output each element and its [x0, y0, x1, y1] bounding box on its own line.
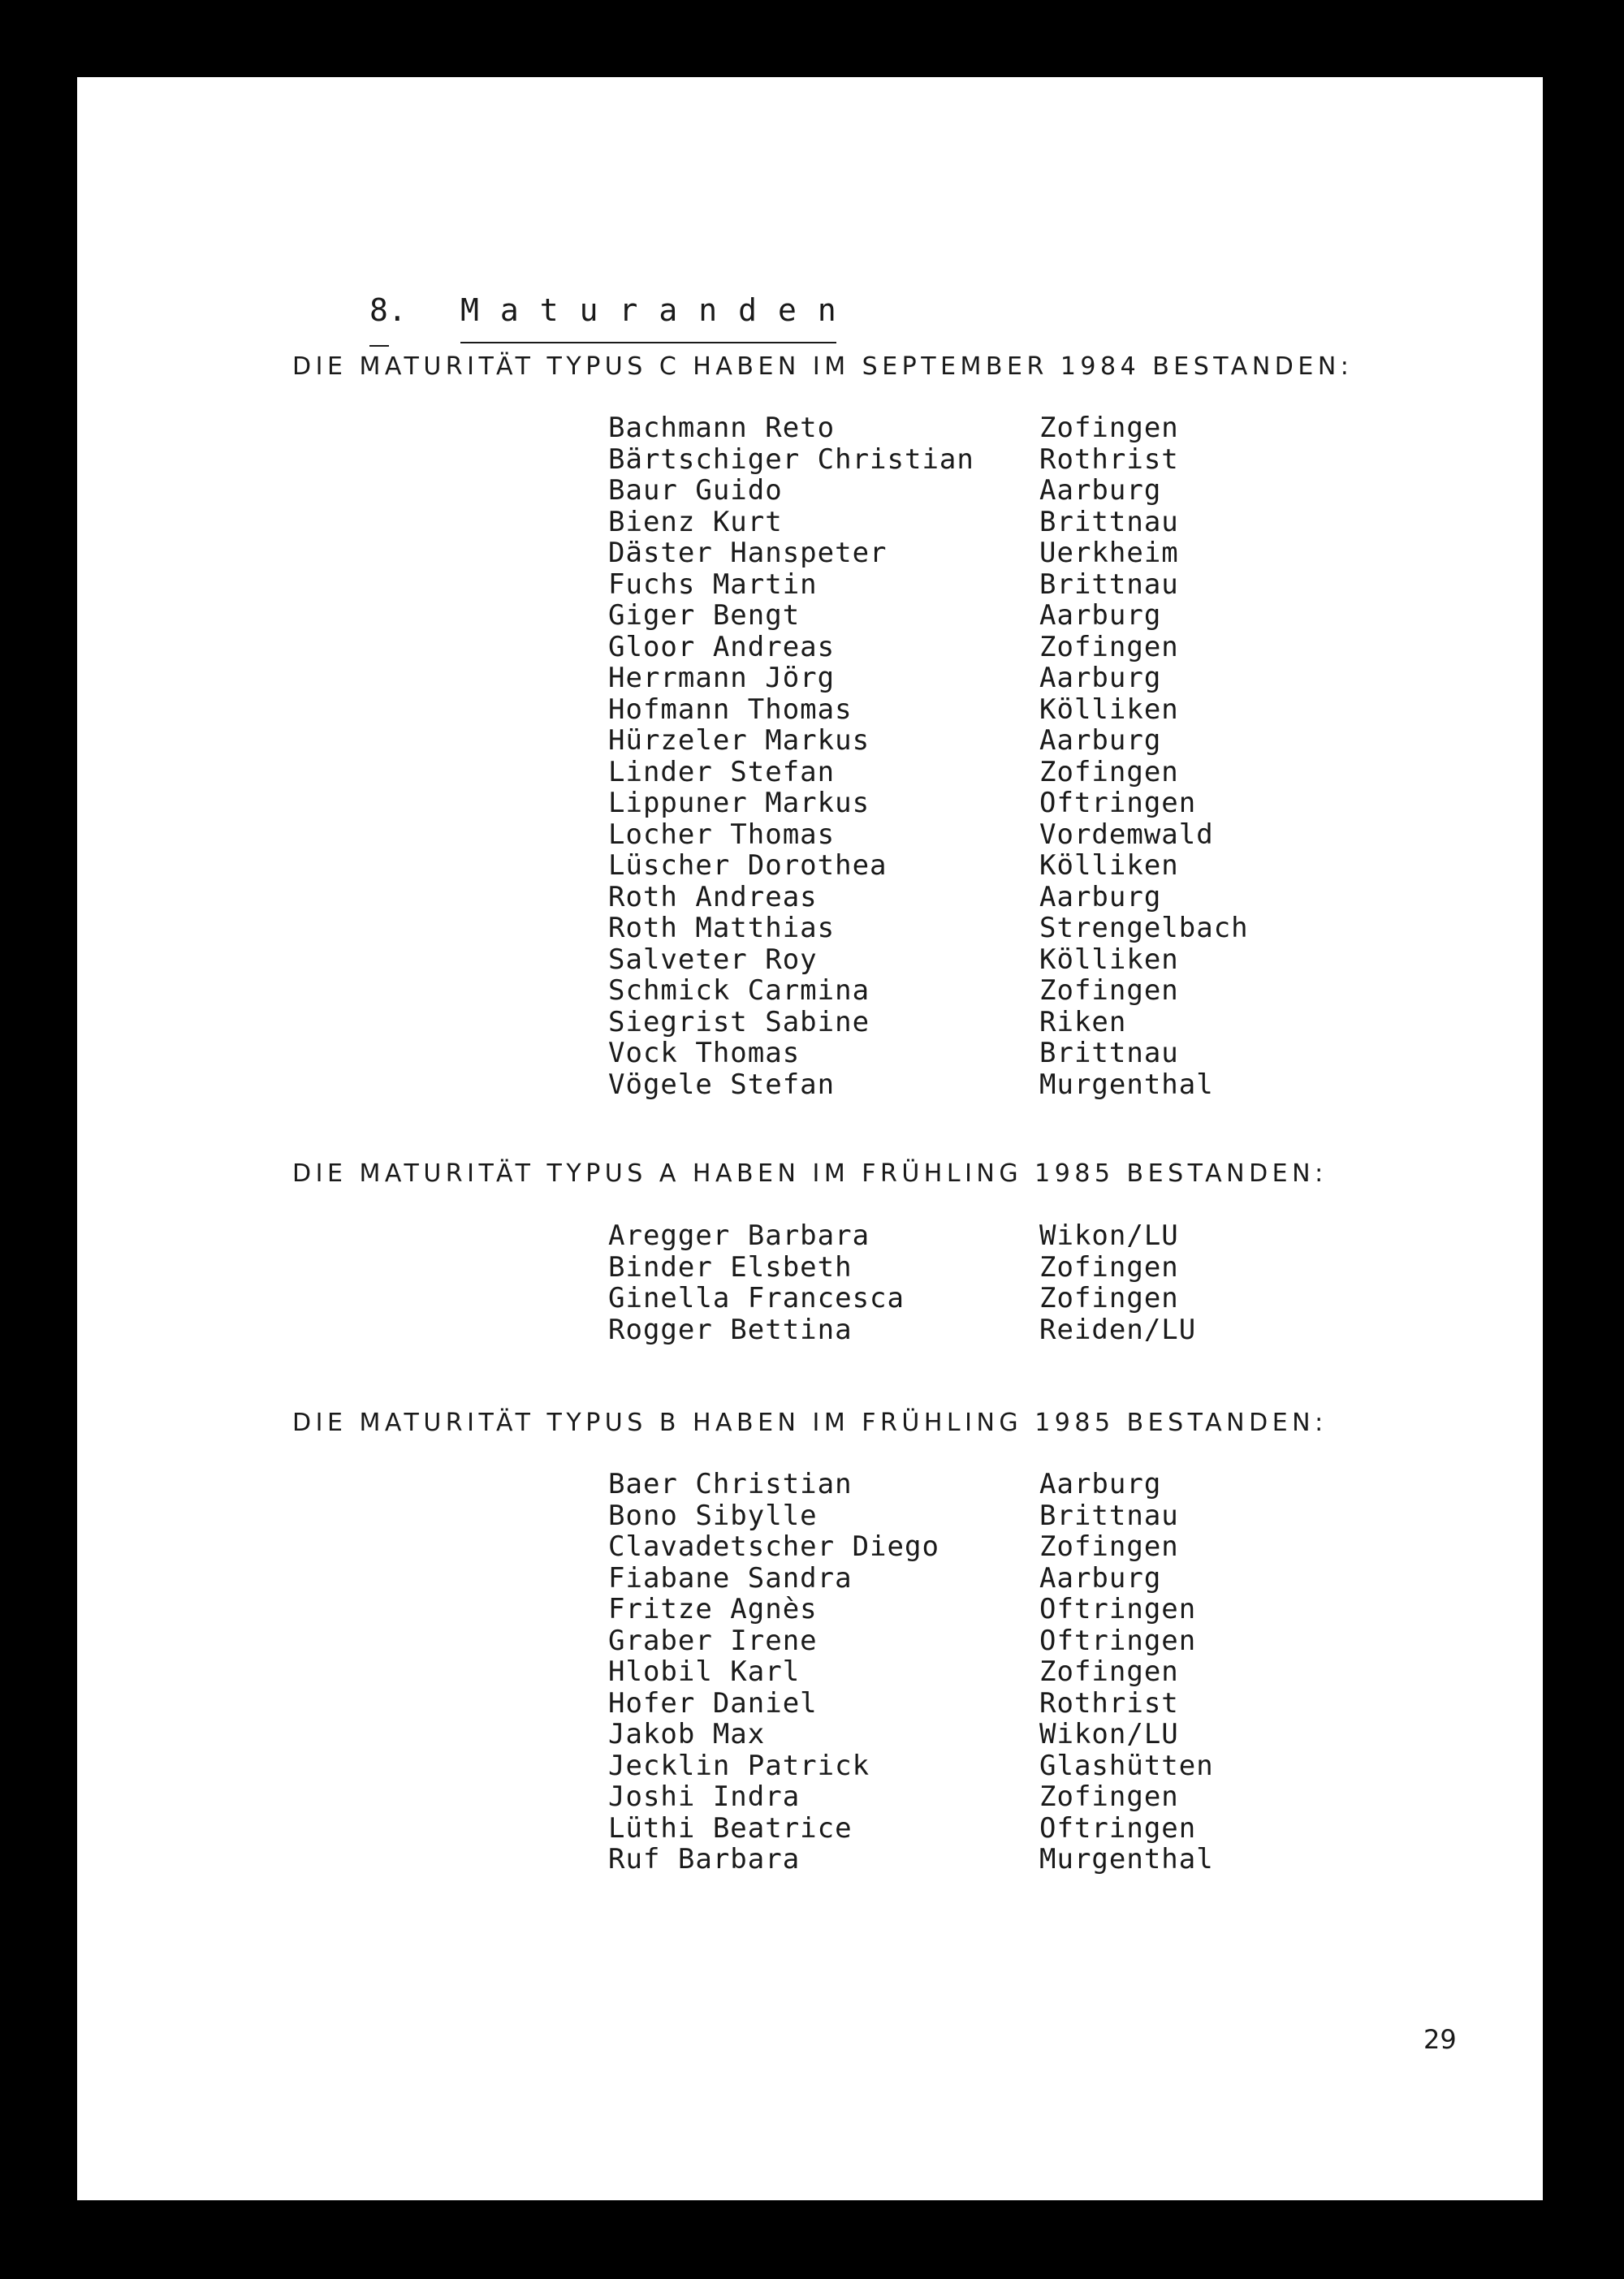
student-place: Uerkheim — [1039, 537, 1179, 569]
student-place: Zofingen — [1039, 630, 1179, 663]
student-place: Aarburg — [1039, 662, 1162, 694]
student-place: Wikon/LU — [1039, 1219, 1179, 1252]
student-name: Fuchs Martin — [608, 568, 818, 601]
student-name: Hürzeler Markus — [608, 724, 870, 757]
student-place: Aarburg — [1039, 474, 1162, 507]
student-place: Aarburg — [1039, 599, 1162, 632]
student-place: Zofingen — [1039, 974, 1179, 1007]
student-name: Bachmann Reto — [608, 412, 836, 444]
student-name: Clavadetscher Diego — [608, 1530, 939, 1563]
student-place: Zofingen — [1039, 1282, 1179, 1314]
student-name: Roth Matthias — [608, 912, 836, 944]
student-name: Däster Hanspeter — [608, 537, 888, 569]
student-name: Hofmann Thomas — [608, 693, 853, 726]
student-name: Roth Andreas — [608, 880, 818, 913]
student-name: Schmick Carmina — [608, 974, 870, 1007]
chapter-number: 8. — [369, 295, 460, 326]
student-place: Aarburg — [1039, 880, 1162, 913]
student-name: Locher Thomas — [608, 818, 836, 851]
student-place: Zofingen — [1039, 1780, 1179, 1813]
document-page — [77, 77, 1543, 2200]
student-name: Aregger Barbara — [608, 1219, 870, 1252]
student-name: Ginella Francesca — [608, 1282, 905, 1314]
student-place: Wikon/LU — [1039, 1718, 1179, 1750]
student-place: Brittnau — [1039, 1037, 1179, 1069]
student-place: Aarburg — [1039, 1468, 1162, 1500]
section-title-typus-b: DIE MATURITÄT TYPUS B HABEN IM FRÜHLING 1985 BESTANDEN: — [292, 1409, 1328, 1437]
student-place: Oftringen — [1039, 787, 1197, 819]
student-place: Vordemwald — [1039, 818, 1214, 851]
student-place: Oftringen — [1039, 1624, 1197, 1657]
student-place: Aarburg — [1039, 1561, 1162, 1595]
student-name: Jecklin Patrick — [608, 1749, 870, 1782]
student-place: Zofingen — [1039, 1655, 1179, 1688]
student-place: Kölliken — [1039, 693, 1179, 726]
student-place: Glashütten — [1039, 1749, 1214, 1782]
student-place: Murgenthal — [1039, 1843, 1214, 1875]
student-name: Bienz Kurt — [608, 505, 783, 538]
student-place: Rothrist — [1039, 442, 1179, 476]
page-number: 29 — [1423, 2024, 1457, 2055]
student-place: Kölliken — [1039, 849, 1179, 882]
student-place: Zofingen — [1039, 412, 1179, 444]
student-name: Siegrist Sabine — [608, 1005, 870, 1038]
student-name: Baur Guido — [608, 474, 783, 507]
student-place: Aarburg — [1039, 724, 1162, 757]
student-name: Bärtschiger Christian — [608, 442, 974, 476]
student-name: Hofer Daniel — [608, 1686, 818, 1720]
student-name: Jakob Max — [608, 1718, 766, 1750]
student-name: Fritze Agnès — [608, 1593, 818, 1625]
student-place: Reiden/LU — [1039, 1313, 1197, 1346]
student-place: Zofingen — [1039, 1250, 1179, 1284]
student-name: Binder Elsbeth — [608, 1250, 853, 1284]
student-place: Zofingen — [1039, 755, 1179, 788]
student-name: Lüthi Beatrice — [608, 1811, 853, 1845]
student-place: Strengelbach — [1039, 912, 1249, 944]
chapter-title: Maturanden — [460, 292, 857, 328]
student-name: Baer Christian — [608, 1468, 853, 1500]
student-place: Murgenthal — [1039, 1068, 1214, 1101]
chapter-heading — [369, 292, 857, 328]
student-name: Gloor Andreas — [608, 630, 836, 663]
student-name: Ruf Barbara — [608, 1843, 801, 1875]
student-place: Kölliken — [1039, 943, 1179, 976]
student-name: Herrmann Jörg — [608, 662, 836, 694]
student-place: Riken — [1039, 1005, 1127, 1038]
student-name: Joshi Indra — [608, 1780, 801, 1813]
student-place: Zofingen — [1039, 1530, 1179, 1563]
student-name: Linder Stefan — [608, 755, 836, 788]
student-name: Lüscher Dorothea — [608, 849, 888, 882]
student-name: Vögele Stefan — [608, 1068, 836, 1101]
student-place: Oftringen — [1039, 1593, 1197, 1625]
student-name: Giger Bengt — [608, 599, 801, 632]
section-title-typus-a: DIE MATURITÄT TYPUS A HABEN IM FRÜHLING 1985 BESTANDEN: — [292, 1159, 1328, 1188]
student-place: Oftringen — [1039, 1811, 1197, 1845]
student-name: Graber Irene — [608, 1624, 818, 1657]
student-place: Brittnau — [1039, 568, 1179, 601]
student-name: Hlobil Karl — [608, 1655, 801, 1688]
section-title-typus-c: DIE MATURITÄT TYPUS C HABEN IM SEPTEMBER 1984 BESTANDEN: — [292, 352, 1354, 381]
student-place: Rothrist — [1039, 1686, 1179, 1720]
student-name: Lippuner Markus — [608, 787, 870, 819]
student-name: Bono Sibylle — [608, 1499, 818, 1532]
student-place: Brittnau — [1039, 1499, 1179, 1532]
student-name: Salveter Roy — [608, 943, 818, 976]
student-name: Vock Thomas — [608, 1037, 801, 1069]
student-place: Brittnau — [1039, 505, 1179, 538]
student-name: Rogger Bettina — [608, 1313, 853, 1346]
student-name: Fiabane Sandra — [608, 1561, 853, 1595]
